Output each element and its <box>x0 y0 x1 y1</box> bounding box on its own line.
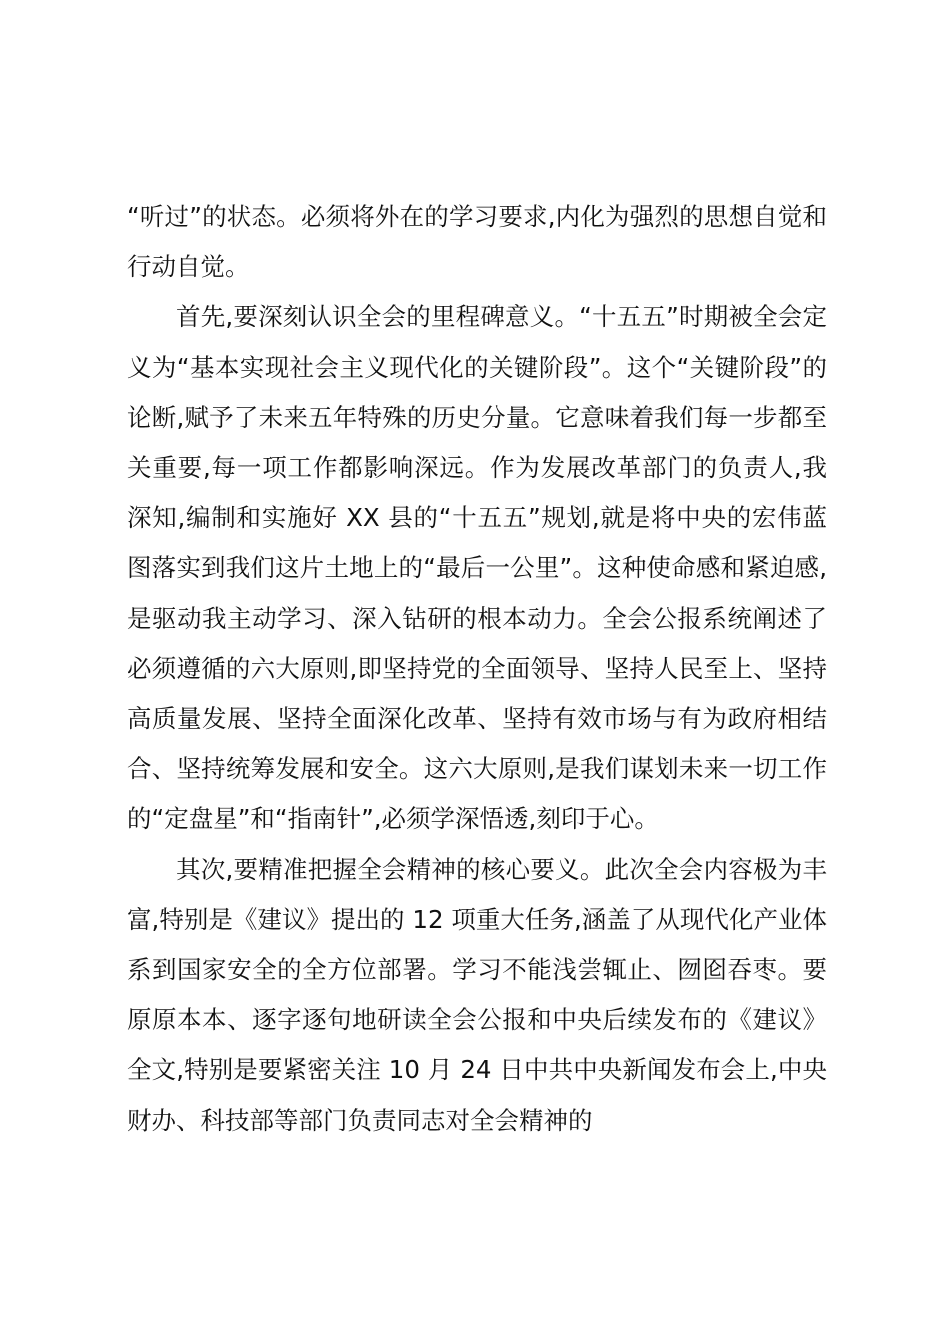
paragraph-continuation: “听过”的状态。必须将外在的学习要求,内化为强烈的思想自觉和行动自觉。 <box>127 202 827 282</box>
paragraph-second-point: 其次,要精准把握全会精神的核心要义。此次全会内容极为丰富,特别是《建议》提出的 12 项重大任务,涵盖了从现代化产业体系到国家安全的全方位部署。学习不能浅尝辄止、囫囵吞枣。要原原本本、逐字逐句地研读全会公报和中央后续发布的《建议》全文,特别是要紧密关注 10 月 24 日中共中央新闻发布会上,中央财办、科技部等部门负责同志对全会精神的 <box>127 854 827 1135</box>
paragraph-first-point: 首先,要深刻认识全会的里程碑意义。“十五五”时期被全会定义为“基本实现社会主义现代化的关键阶段”。这个“关键阶段”的论断,赋予了未来五年特殊的历史分量。它意味着我们每一步都至关重要,每一项工作都影响深远。作为发展改革部门的负责人,我深知,编制和实施好 XX 县的“十五五”规划,就是将中央的宏伟蓝图落实到我们这片土地上的“最后一公里”。这种使命感和紧迫感,是驱动我主动学习、深入钻研的根本动力。全会公报系统阐述了必须遵循的六大原则,即坚持党的全面领导、坚持人民至上、坚持高质量发展、坚持全面深化改革、坚持有效市场与有为政府相结合、坚持统筹发展和安全。这六大原则,是我们谋划未来一切工作的“定盘星”和“指南针”,必须学深悟透,刻印于心。 <box>127 302 827 834</box>
body-text <box>127 192 827 1146</box>
